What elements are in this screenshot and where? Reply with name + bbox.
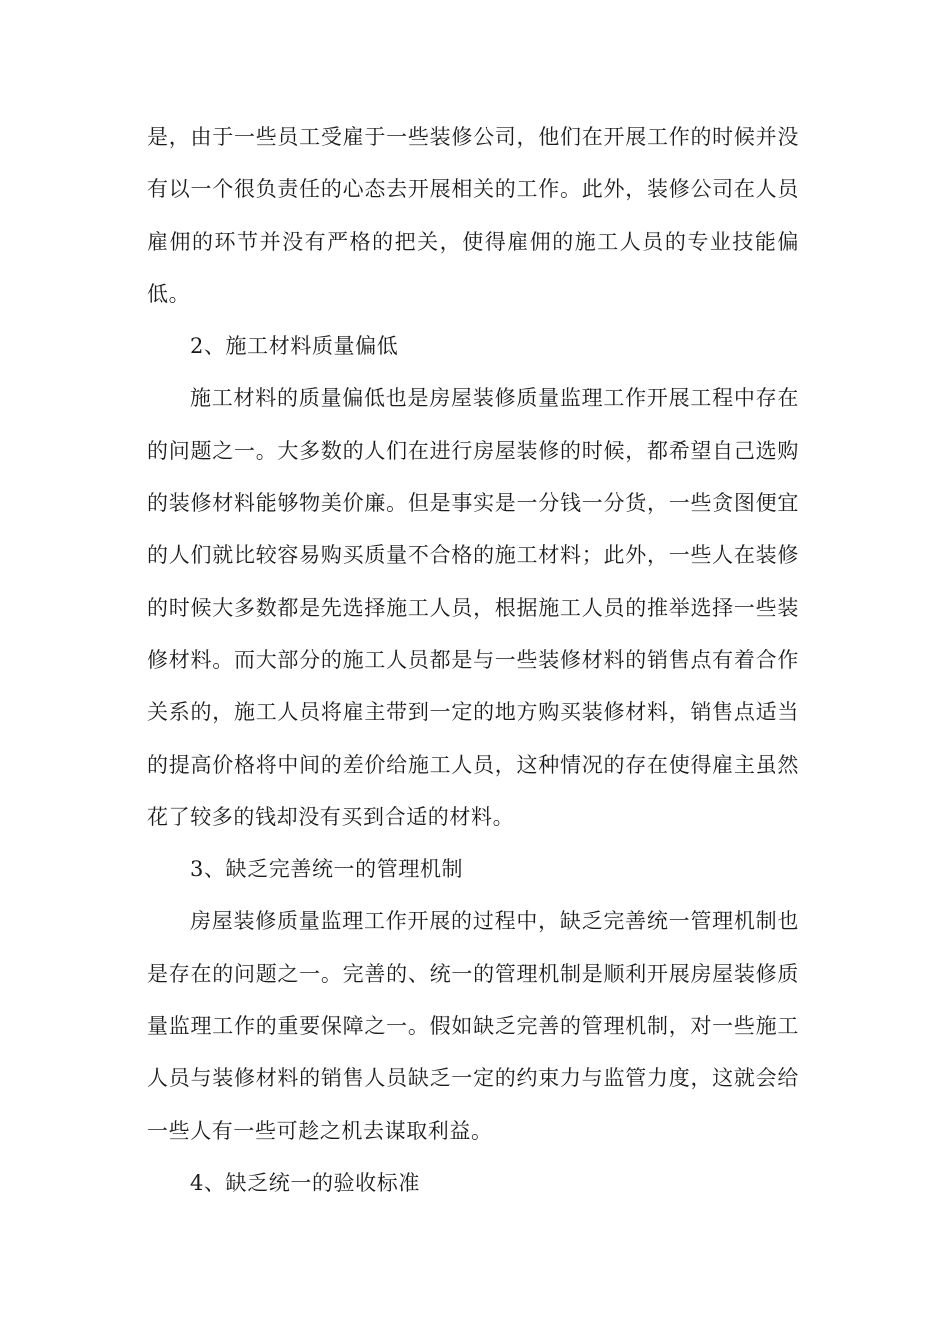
section-heading-4: 4、缺乏统一的验收标准 xyxy=(190,1170,420,1195)
paragraph-materials: 施工材料的质量偏低也是房屋装修质量监理工作开展工程中存在的问题之一。大多数的人们在进行房屋装修的时候，都希望自己选购的装修材料能够物美价廉。但是事实是一分钱一分货，一些贪图便宜的人们就比较容易购买质量不合格的施工材料；此外，一些人在装修的时候大多数都是先选择施工人员，根据施工人员的推举选择一些装修材料。而大部分的施工人员都是与一些装修材料的销售点有着合作关系的，施工人员将雇主带到一定的地方购买装修材料，销售点适当的提高价格将中间的差价给施工人员，这种情况的存在使得雇主虽然花了较多的钱却没有买到合适的材料。 xyxy=(147,386,799,829)
paragraph-continued: 是，由于一些员工受雇于一些装修公司，他们在开展工作的时候并没有以一个很负责任的心态去开展相关的工作。此外，装修公司在人员雇佣的环节并没有严格的把关，使得雇佣的施工人员的专业技能偏低。 xyxy=(147,125,799,306)
section-heading-3: 3、缺乏完善统一的管理机制 xyxy=(190,857,464,882)
section-heading-2: 2、施工材料质量偏低 xyxy=(190,334,399,359)
paragraph-management: 房屋装修质量监理工作开展的过程中，缺乏完善统一管理机制也是存在的问题之一。完善的、统一的管理机制是顺利开展房屋装修质量监理工作的重要保障之一。假如缺乏完善的管理机制，对一些施工人员与装修材料的销售人员缺乏一定的约束力与监管力度，这就会给一些人有一些可趁之机去谋取利益。 xyxy=(147,909,799,1143)
document-body xyxy=(147,111,799,1209)
